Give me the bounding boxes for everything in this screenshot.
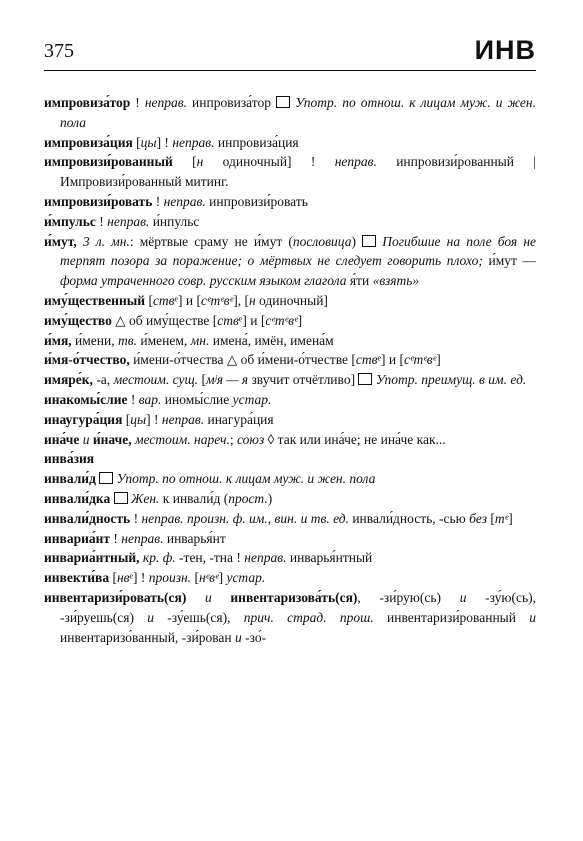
italic-note: неправ. [161, 411, 205, 427]
italic-note: Жен. [127, 490, 160, 506]
entry-text: инварья́нтный [286, 550, 373, 566]
italic-note: союз [237, 431, 265, 447]
headword: ина́че [44, 431, 80, 447]
italic-note: ств [217, 312, 239, 328]
italic-note: cᵉmᵉвᵉ [403, 352, 437, 368]
dictionary-entry [44, 390, 536, 410]
entry-text: и́менем, [136, 332, 191, 348]
italic-note: неправ. [334, 154, 377, 170]
entry-text: [ [172, 154, 197, 170]
entry-text: инпровизи́рованный | Импровизи́рованный митинг. [60, 154, 536, 190]
italic-note: мн. [190, 332, 210, 348]
entry-text: ] ! [146, 411, 162, 427]
headword: имяре́к, [44, 372, 93, 388]
entry-text: -зу́ю(сь), -зи́руешь(ся) [60, 589, 536, 625]
usage-note-box-icon [358, 373, 372, 385]
dictionary-entry [44, 192, 536, 212]
italic-note: тв. [118, 332, 137, 348]
entry-text: ) [267, 490, 273, 506]
headword: инвали́дка [44, 490, 111, 506]
page-number: 375 [44, 40, 74, 62]
usage-note-box-icon [276, 96, 290, 108]
italic-note: устар. [232, 391, 272, 407]
headword: инвекти́ва [44, 570, 110, 586]
headword: инакомы́слие [44, 391, 128, 407]
headword: и́наче, [92, 431, 132, 447]
italic-note: cᵉmᵉвᵉ [265, 312, 298, 328]
entry-text: одиночный] ! [203, 154, 335, 170]
dictionary-entry [44, 430, 536, 450]
italic-note: цы [140, 134, 157, 150]
entry-text: ! [127, 391, 139, 407]
italic-note: пословица [292, 233, 352, 249]
entry-text: , -зи́рую(сь) [357, 589, 460, 605]
italic-note: и [529, 609, 537, 625]
dictionary-entry [44, 449, 536, 469]
entry-text: [ [198, 372, 206, 388]
headword: инва́зия [44, 451, 95, 467]
dictionary-entry [44, 350, 536, 370]
headword: инвали́д [44, 471, 96, 487]
entry-text: инвентаризо́ванный, -зи́рован [60, 629, 236, 645]
entry-text: ] [508, 510, 513, 526]
entry-text: [ [122, 411, 131, 427]
entry-text: ! [110, 530, 122, 546]
italic-note: и [79, 431, 93, 447]
italic-note: «взять» [372, 273, 420, 289]
headword: инвариа́нт [44, 530, 111, 546]
italic-note: неправ. [144, 95, 188, 110]
dictionary-entry [44, 331, 536, 351]
entry-text: инпровиза́ция [214, 134, 299, 150]
italic-note: н [196, 154, 204, 170]
italic-note: неправ. [107, 213, 150, 229]
entry-text: -а, [92, 372, 114, 388]
usage-note-box-icon [114, 492, 128, 504]
italic-note: местоим. нареч. [131, 431, 230, 447]
headword: инвентаризова́ть(ся) [230, 589, 358, 605]
headword: инаугура́ция [44, 411, 123, 427]
italic-note: неправ. [121, 530, 164, 546]
dictionary-entry [44, 588, 536, 647]
headword: и́мут, [44, 233, 77, 249]
entry-text: △ об иму́ществе [ [111, 312, 218, 328]
entry-text: ◊ так или ина́че; не ина́че как... [264, 431, 446, 447]
entry-text: [ [145, 292, 153, 308]
entry-text: ], [ [233, 292, 249, 308]
entry-text: ) [351, 233, 363, 249]
entry-text: инагура́ция [204, 411, 274, 427]
italic-note: Употр. преимущ. в им. ед. [372, 372, 527, 388]
headword: инвентаризи́ровать(ся) [44, 589, 187, 605]
italic-note: и [186, 589, 231, 605]
entry-text: ] ! [156, 134, 173, 150]
headword: импровизи́ровать [44, 193, 153, 209]
italic-note: cᵉmᵉвᵉ [200, 292, 234, 308]
italic-note: нв [116, 570, 130, 586]
entry-text: я́ти [346, 273, 373, 289]
italic-note: мʲя — я [205, 372, 249, 388]
entry-text: ᵉ] и [ [377, 352, 404, 368]
dictionary-entry [44, 548, 536, 568]
italic-note: нᵉвᵉ [198, 570, 219, 586]
entry-text: инпровизи́ровать [205, 193, 308, 209]
headword: иму́щественный [44, 292, 146, 308]
dictionary-entry [44, 152, 536, 192]
headword: импровиза́тор [44, 95, 131, 110]
italic-note: неправ. [172, 134, 215, 150]
italic-note: вар. [138, 391, 162, 407]
headword: и́мя, [44, 332, 72, 348]
dictionary-entry [44, 509, 536, 529]
entry-text: и́мут — [482, 253, 536, 269]
entry-text: имена́, имён, имена́м [209, 332, 334, 348]
entry-text: и́мени, [71, 332, 118, 348]
italic-note: прич. страд. прош. [243, 609, 374, 625]
entry-text: инпровиза́тор [187, 95, 277, 110]
italic-note: устар. [226, 570, 266, 586]
italic-note: Погибшие на поле боя не терпят позора за поражение; о мёртвых не следует говорить плохо; [60, 233, 537, 269]
entry-text: ᵉ] ! [129, 570, 149, 586]
entry-text: и́мени-о́тчества △ об и́мени-о́тчестве [ [129, 352, 356, 368]
entry-text: [ [132, 134, 141, 150]
italic-note: 3 л. мн. [76, 233, 130, 249]
usage-note-box-icon [362, 235, 376, 247]
italic-note: цы [130, 411, 147, 427]
headword: иму́щество [44, 312, 112, 328]
italic-note: и [235, 629, 242, 645]
dictionary-entry [44, 410, 536, 430]
dictionary-entry [44, 469, 536, 489]
entry-text: ; [229, 431, 238, 447]
italic-note: и [459, 589, 467, 605]
italic-note: и [147, 609, 154, 625]
italic-note: произн. [148, 570, 192, 586]
italic-note: прост. [228, 490, 268, 506]
dictionary-entry [44, 93, 536, 133]
dictionary-entry [44, 212, 536, 232]
dictionary-entry [44, 311, 536, 331]
dictionary-entry [44, 529, 536, 549]
italic-note: Употр. по отнош. к лицам муж. и жен. пола [113, 471, 376, 487]
italic-note: mᵉ [494, 510, 509, 526]
headword: импровиза́ция [44, 134, 133, 150]
italic-note: неправ. [163, 193, 206, 209]
italic-note: ств [152, 292, 175, 308]
entry-text: инварья́нт [163, 530, 226, 546]
entry-text: инвали́дность, -сью [348, 510, 470, 526]
italic-note: Употр. по отнош. к лицам муж. и жен. пола [60, 95, 536, 130]
entry-text: ! [130, 95, 145, 110]
entry-text: ᵉ] и [ [238, 312, 266, 328]
entry-text: ! [95, 213, 108, 229]
entry-text: и́нпульс [149, 213, 200, 229]
dictionary-entry [44, 133, 536, 153]
usage-note-box-icon [99, 472, 113, 484]
dictionary-entry [44, 232, 536, 291]
entry-text: ! [152, 193, 164, 209]
dictionary-entry [44, 568, 536, 588]
entry-text: [ [191, 570, 199, 586]
italic-note: без [469, 510, 488, 526]
entry-text: -зо́- [241, 629, 267, 645]
italic-note: н [248, 292, 256, 308]
headword: и́мя-о́тчество, [44, 352, 130, 368]
entry-text: инвентаризи́рованный [373, 609, 530, 625]
entry-text: : мёртвые сраму не и́мут ( [129, 233, 293, 249]
dictionary-entries [44, 93, 536, 647]
headword: импровизи́рованный [44, 154, 173, 170]
headword: инвариа́нтный, [44, 550, 140, 566]
entry-text: ] [436, 352, 441, 368]
italic-note: форма утраченного совр. русским языком глагола [60, 273, 347, 289]
italic-note: неправ. произн. ф. им., вин. и тв. ед. [141, 510, 349, 526]
entry-text: одиночный] [255, 292, 328, 308]
headword: и́мпульс [44, 213, 96, 229]
entry-text: ! [130, 510, 142, 526]
entry-text: [ [487, 510, 495, 526]
entry-text: ᵉ] и [ [174, 292, 201, 308]
entry-text: ] [297, 312, 303, 328]
dictionary-entry [44, 291, 536, 311]
italic-note: ств [355, 352, 378, 368]
entry-text: звучит отчётливо] [248, 372, 359, 388]
headword: инвали́дность [44, 510, 131, 526]
italic-note: кр. ф. [139, 550, 176, 566]
italic-note: неправ. [244, 550, 287, 566]
header-rule [44, 70, 536, 71]
dictionary-entry [44, 489, 536, 509]
entry-text: ] [218, 570, 227, 586]
dictionary-entry [44, 370, 536, 390]
running-head: ИНВ [474, 35, 536, 65]
entry-text: -зу́ешь(ся), [153, 609, 244, 625]
italic-note: местоим. сущ. [113, 372, 199, 388]
entry-text: иномы́слие [161, 391, 233, 407]
entry-text: к инвали́д ( [159, 490, 229, 506]
entry-text: -тен, -тна ! [175, 550, 245, 566]
entry-text: [ [109, 570, 117, 586]
